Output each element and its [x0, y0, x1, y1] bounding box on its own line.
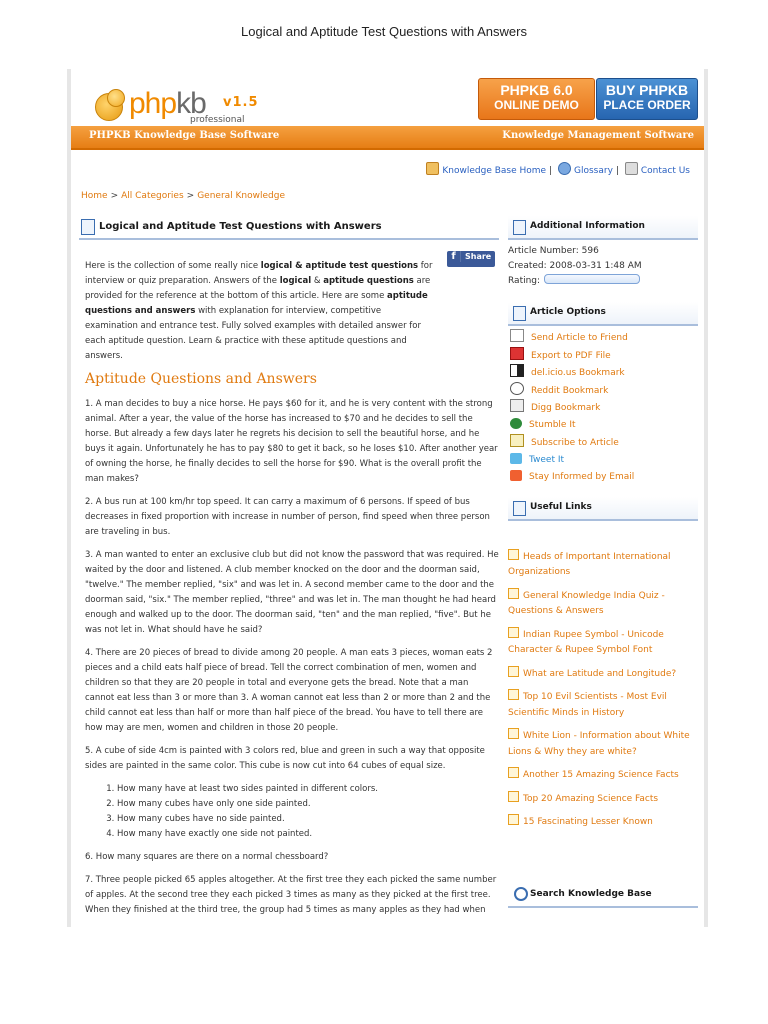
- article-title: Logical and Aptitude Test Questions with Answers: [99, 221, 382, 232]
- useful-link[interactable]: Heads of Important International Organizations: [508, 549, 698, 581]
- link-bullet-icon: [508, 549, 519, 560]
- question-1: 1. A man decides to buy a nice horse. He pays $60 for it, and he is very content with the strong animal. After a year, the value of the horse has increased to $70 and he decides to sell the horse. But already a few days later he regrets his decision to sell the beautiful horse, and he buys it again. Unfortunately he has to pay $80 to get it back, so he loses $10. After another year of owning the horse, he finally decides to sell the horse for $90. What is the overall profit the man makes?: [85, 399, 498, 484]
- useful-link[interactable]: Top 10 Evil Scientists - Most Evil Scientific Minds in History: [508, 689, 698, 721]
- additional-info-header: Additional Information: [508, 216, 698, 240]
- glossary-link[interactable]: Glossary: [574, 166, 613, 176]
- page-frame: [67, 69, 708, 927]
- useful-link[interactable]: Top 20 Amazing Science Facts: [508, 791, 698, 808]
- envelope-icon: [510, 329, 524, 342]
- additional-info: [508, 240, 698, 289]
- article-body: [85, 259, 499, 926]
- link-bullet-icon: [508, 588, 519, 599]
- list-item: 3. How many cubes have no side painted.: [117, 812, 499, 827]
- document-icon: [81, 219, 95, 235]
- rating-stars[interactable]: [544, 274, 640, 284]
- question-5: 5. A cube of side 4cm is painted with 3 colors red, blue and green in such a way that opposite sides are painted in the same color. This cube is now cut into 64 cubes of equal size.: [85, 746, 485, 771]
- question-4: 4. There are 20 pieces of bread to divide among 20 people. A man eats 3 pieces, woman eats 2 pieces and a child eats half piece of bread. Tell the correct combination of men, women and children so that they are 20 people in total and everyone gets the bread. Note that a man cannot eat less than 3 or more than 3. A woman cannot eat less than 2 or more than 2 and the child cannot eat less than half or more than half piece of the bread. You have to tell there are how may are men, women and children in those 20 people.: [85, 648, 493, 733]
- created-date: Created: 2008-03-31 1:48 AM: [508, 261, 642, 271]
- useful-link[interactable]: What are Latitude and Longitude?: [508, 666, 698, 683]
- document-icon: [513, 220, 526, 235]
- useful-links-header: Useful Links: [508, 497, 698, 521]
- logo-version: v1.5: [223, 95, 259, 110]
- section-heading: Aptitude Questions and Answers: [85, 371, 317, 387]
- glossary-icon: [558, 162, 571, 175]
- contact-icon: [625, 162, 638, 175]
- link-bullet-icon: [508, 689, 519, 700]
- logo-edition: professional: [190, 115, 245, 125]
- breadcrumb: Home > All Categories > General Knowledge: [81, 191, 286, 201]
- option-delicious[interactable]: del.icio.us Bookmark: [508, 364, 698, 382]
- logo-wordmark: phpkb: [129, 87, 206, 120]
- kb-home-link[interactable]: Knowledge Base Home: [442, 166, 547, 176]
- document-title: Logical and Aptitude Test Questions with Answers: [241, 24, 527, 39]
- search-icon: [514, 887, 528, 901]
- rating: Rating:: [508, 274, 698, 289]
- option-send-to-friend[interactable]: Send Article to Friend: [508, 329, 698, 347]
- reddit-icon: [510, 382, 524, 395]
- article-options-header: Article Options: [508, 302, 698, 326]
- email-alert-icon: [510, 470, 522, 481]
- top-links: Knowledge Base Home | Glossary | Contact Us: [426, 162, 690, 176]
- tagline-bar: [71, 126, 704, 150]
- sidebar: [508, 216, 698, 838]
- useful-link[interactable]: Another 15 Amazing Science Facts: [508, 767, 698, 784]
- twitter-icon: [510, 453, 522, 464]
- question-2: 2. A bus run at 100 km/hr top speed. It can carry a maximum of 6 persons. If speed of bus decreases in fixed proportion with increase in number of person, find speed when three person are traveling in bus.: [85, 497, 490, 537]
- article-intro: Here is the collection of some really nice logical & aptitude test questions for interview or quiz preparation. Answers of the logical & aptitude questions are provided for the reference at the bottom of this article. Here are some aptitude questions and answers with explanation for interview, competitive examination and entrance test. Fully solved examples with detailed answer for each aptitude question. Learn & practice with these aptitude questions and answers.: [85, 261, 433, 361]
- option-export-pdf[interactable]: Export to PDF File: [508, 347, 698, 365]
- site-header: [71, 69, 704, 125]
- useful-links: [508, 521, 698, 831]
- useful-link[interactable]: General Knowledge India Quiz - Questions & Answers: [508, 588, 698, 620]
- link-bullet-icon: [508, 627, 519, 638]
- delicious-icon: [510, 364, 524, 377]
- list-item: 4. How many have exactly one side not painted.: [117, 827, 499, 842]
- document-icon: [513, 306, 526, 321]
- tagline-right: Knowledge Management Software: [502, 130, 694, 141]
- facebook-icon: f: [447, 251, 461, 262]
- document-icon: [513, 501, 526, 516]
- list-item: 2. How many cubes have only one side painted.: [117, 797, 499, 812]
- option-tweet[interactable]: Tweet It: [508, 452, 698, 470]
- useful-link[interactable]: White Lion - Information about White Lions & Why they are white?: [508, 728, 698, 760]
- article-options: [508, 326, 698, 487]
- list-item: 1. How many have at least two sides painted in different colors.: [117, 782, 499, 797]
- question-6: 6. How many squares are there on a normal chessboard?: [85, 852, 329, 862]
- home-icon: [426, 162, 439, 175]
- digg-icon: [510, 399, 524, 412]
- tagline-left: PHPKB Knowledge Base Software: [89, 130, 280, 141]
- link-bullet-icon: [508, 814, 519, 825]
- coins-icon-small: [107, 89, 125, 107]
- article-number: Article Number: 596: [508, 246, 599, 256]
- link-bullet-icon: [508, 767, 519, 778]
- facebook-share-button[interactable]: f Share: [447, 251, 495, 267]
- option-subscribe[interactable]: Subscribe to Article: [508, 434, 698, 452]
- option-stay-informed[interactable]: Stay Informed by Email: [508, 469, 698, 487]
- breadcrumb-all-categories[interactable]: All Categories: [121, 191, 184, 201]
- breadcrumb-home[interactable]: Home: [81, 191, 108, 201]
- option-reddit[interactable]: Reddit Bookmark: [508, 382, 698, 400]
- contact-link[interactable]: Contact Us: [640, 166, 690, 176]
- option-digg[interactable]: Digg Bookmark: [508, 399, 698, 417]
- link-bullet-icon: [508, 666, 519, 677]
- article-header: [79, 216, 499, 240]
- online-demo-button[interactable]: PHPKB 6.0 ONLINE DEMO: [478, 78, 595, 120]
- link-bullet-icon: [508, 791, 519, 802]
- breadcrumb-general-knowledge[interactable]: General Knowledge: [197, 191, 286, 201]
- question-5-list: [85, 782, 499, 842]
- stumbleupon-icon: [510, 418, 522, 429]
- link-bullet-icon: [508, 728, 519, 739]
- option-stumble[interactable]: Stumble It: [508, 417, 698, 435]
- phpkb-logo[interactable]: [85, 77, 285, 129]
- question-7: 7. Three people picked 65 apples altogether. At the first tree they each picked the same number of apples. At the second tree they each picked 3 times as many as they picked at the first tree. When they finished at the third tree, the group had 5 times as many apples as they had when: [85, 875, 497, 915]
- pdf-icon: [510, 347, 524, 360]
- useful-link[interactable]: Indian Rupee Symbol - Unicode Character & Rupee Symbol Font: [508, 627, 698, 659]
- useful-link[interactable]: 15 Fascinating Lesser Known: [508, 814, 698, 831]
- search-kb-header[interactable]: Search Knowledge Base: [508, 884, 698, 908]
- subscribe-icon: [510, 434, 524, 447]
- buy-phpkb-button[interactable]: BUY PHPKB PLACE ORDER: [596, 78, 698, 120]
- question-3: 3. A man wanted to enter an exclusive club but did not know the password that was required. He waited by the door and listened. A club member knocked on the door and the doorman said, "twelve." The member replied, "six" and was let in. A second member came to the door and the doorman said, "six." The member replied, "three" and was let in. The man thought he had heard enough and walked up to the door. The doorman said, "ten" and the man replied, "five". But he was not let in. What should have he said?: [85, 550, 499, 635]
